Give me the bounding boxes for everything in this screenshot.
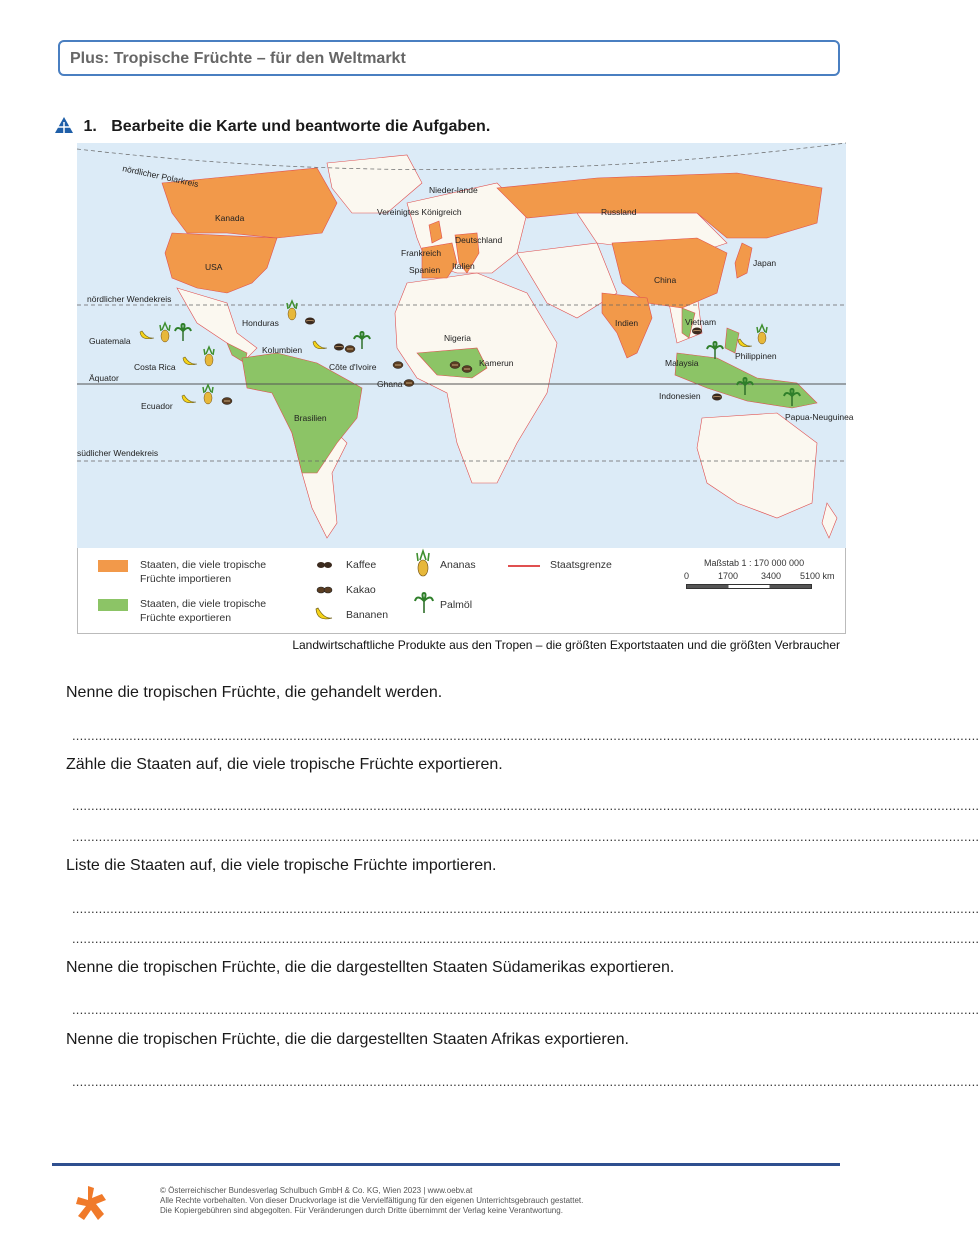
label-italien: Italien bbox=[452, 261, 475, 271]
products-ghana bbox=[404, 380, 414, 387]
page-title: Plus: Tropische Früchte – für den Weltmarkt bbox=[70, 50, 406, 67]
label-polar: nördlicher Polarkreis bbox=[121, 163, 200, 190]
answer-line[interactable]: .............................................................................................................................................................................................................................................. bbox=[72, 1002, 979, 1017]
label-north-tropic: nördlicher Wendekreis bbox=[87, 294, 172, 304]
question-5: Nenne die tropischen Früchte, die die dargestellten Staaten Afrikas exportieren. bbox=[66, 1031, 629, 1048]
label-spanien: Spanien bbox=[409, 265, 441, 275]
task-instruction: Bearbeite die Karte und beantworte die Aufgaben. bbox=[111, 118, 491, 135]
label-china: China bbox=[654, 275, 677, 285]
cocoa-icon bbox=[314, 583, 334, 597]
legend-kaffee: Kaffee bbox=[346, 559, 377, 571]
scale-tick-1: 1700 bbox=[718, 571, 739, 581]
scale-tick-3: 5100 km bbox=[800, 571, 835, 581]
question-4: Nenne die tropischen Früchte, die die dargestellten Staaten Südamerikas exportieren. bbox=[66, 959, 675, 976]
palm-icon bbox=[415, 592, 433, 614]
label-malaysia: Malaysia bbox=[665, 358, 699, 368]
pineapple-icon bbox=[415, 550, 431, 580]
footer-divider bbox=[52, 1163, 840, 1166]
label-honduras: Honduras bbox=[242, 318, 279, 328]
label-indonesien: Indonesien bbox=[659, 391, 701, 401]
label-uk: Vereinigtes Königreich bbox=[377, 207, 462, 217]
answer-line[interactable]: .............................................................................................................................................................................................................................................. bbox=[72, 798, 979, 813]
map-legend bbox=[77, 548, 846, 634]
legend-kakao: Kakao bbox=[346, 584, 376, 596]
label-cote-divoire: Côte d'Ivoire bbox=[329, 362, 377, 372]
question-3: Liste die Staaten auf, die viele tropische Früchte importieren. bbox=[66, 857, 497, 874]
label-kanada: Kanada bbox=[215, 213, 245, 223]
legend-border-line bbox=[508, 565, 540, 567]
map-caption: Landwirtschaftliche Produkte aus den Tropen – die größten Exportstaaten und die größten Verbraucher bbox=[292, 638, 840, 652]
question-2: Zähle die Staaten auf, die viele tropische Früchte exportieren. bbox=[66, 756, 503, 773]
label-russland: Russland bbox=[601, 207, 637, 217]
legend-export-label: Staaten, die viele tropische Früchte exportieren bbox=[140, 598, 267, 624]
footer-line-1: © Österreichischer Bundesverlag Schulbuch GmbH & Co. KG, Wien 2023 | www.oebv.at bbox=[160, 1186, 473, 1195]
label-equator: Äquator bbox=[89, 373, 119, 383]
legend-swatch-import bbox=[98, 560, 128, 572]
scale-tick-0: 0 bbox=[684, 571, 690, 581]
answer-line[interactable]: .............................................................................................................................................................................................................................................. bbox=[72, 728, 979, 743]
label-brasilien: Brasilien bbox=[294, 413, 327, 423]
label-guatemala: Guatemala bbox=[89, 336, 131, 346]
publisher-logo bbox=[72, 1184, 112, 1224]
label-ghana: Ghana bbox=[377, 379, 403, 389]
products-cote-divoire bbox=[393, 362, 403, 369]
label-deutschland: Deutschland bbox=[455, 235, 503, 245]
label-nigeria: Nigeria bbox=[444, 333, 471, 343]
scale-tick-2: 3400 bbox=[761, 571, 782, 581]
banana-icon bbox=[314, 605, 334, 623]
task-heading bbox=[55, 117, 490, 136]
label-frankreich: Frankreich bbox=[401, 248, 442, 258]
coffee-icon bbox=[314, 558, 334, 572]
scale-bar bbox=[686, 584, 812, 589]
answer-line[interactable]: .............................................................................................................................................................................................................................................. bbox=[72, 1074, 979, 1089]
label-kolumbien: Kolumbien bbox=[262, 345, 303, 355]
label-niederlande: Nieder-lande bbox=[429, 185, 478, 195]
legend-staatsgrenze: Staatsgrenze bbox=[550, 559, 612, 571]
label-vietnam: Vietnam bbox=[685, 317, 717, 327]
question-1: Nenne die tropischen Früchte, die gehandelt werden. bbox=[66, 684, 443, 701]
scale-title: Maßstab 1 : 170 000 000 bbox=[704, 558, 805, 568]
label-kamerun: Kamerun bbox=[479, 358, 514, 368]
label-costa-rica: Costa Rica bbox=[134, 362, 176, 372]
world-map bbox=[77, 143, 854, 548]
legend-import-label: Staaten, die viele tropische Früchte importieren bbox=[140, 559, 267, 585]
legend-palmoel: Palmöl bbox=[440, 599, 473, 611]
answer-line[interactable]: .............................................................................................................................................................................................................................................. bbox=[72, 829, 979, 844]
label-usa: USA bbox=[205, 262, 223, 272]
label-philippinen: Philippinen bbox=[735, 351, 777, 361]
answer-line[interactable]: .............................................................................................................................................................................................................................................. bbox=[72, 931, 979, 946]
label-ecuador: Ecuador bbox=[141, 401, 173, 411]
label-japan: Japan bbox=[753, 258, 777, 268]
footer-line-2: Alle Rechte vorbehalten. Von dieser Druckvorlage ist die Vervielfältigung für den eigenen Unterrichtsgebrauch gestattet. bbox=[160, 1196, 584, 1205]
label-papua: Papua-Neuguinea bbox=[785, 412, 854, 422]
task-number: 1. bbox=[83, 118, 97, 135]
legend-ananas: Ananas bbox=[440, 559, 476, 571]
title-box bbox=[58, 40, 840, 76]
legend-bananen: Bananen bbox=[346, 609, 389, 621]
legend-swatch-export bbox=[98, 599, 128, 611]
footer-copyright bbox=[160, 1186, 583, 1216]
footer-line-3: Die Kopiergebühren sind abgegolten. Für Veränderungen durch Dritte übernimmt der Verlag keine Verantwortung. bbox=[160, 1206, 563, 1215]
label-indien: Indien bbox=[615, 318, 639, 328]
difficulty-triangle-icon bbox=[55, 117, 73, 133]
answer-line[interactable]: .............................................................................................................................................................................................................................................. bbox=[72, 901, 979, 916]
label-south-tropic: südlicher Wendekreis bbox=[77, 448, 159, 458]
